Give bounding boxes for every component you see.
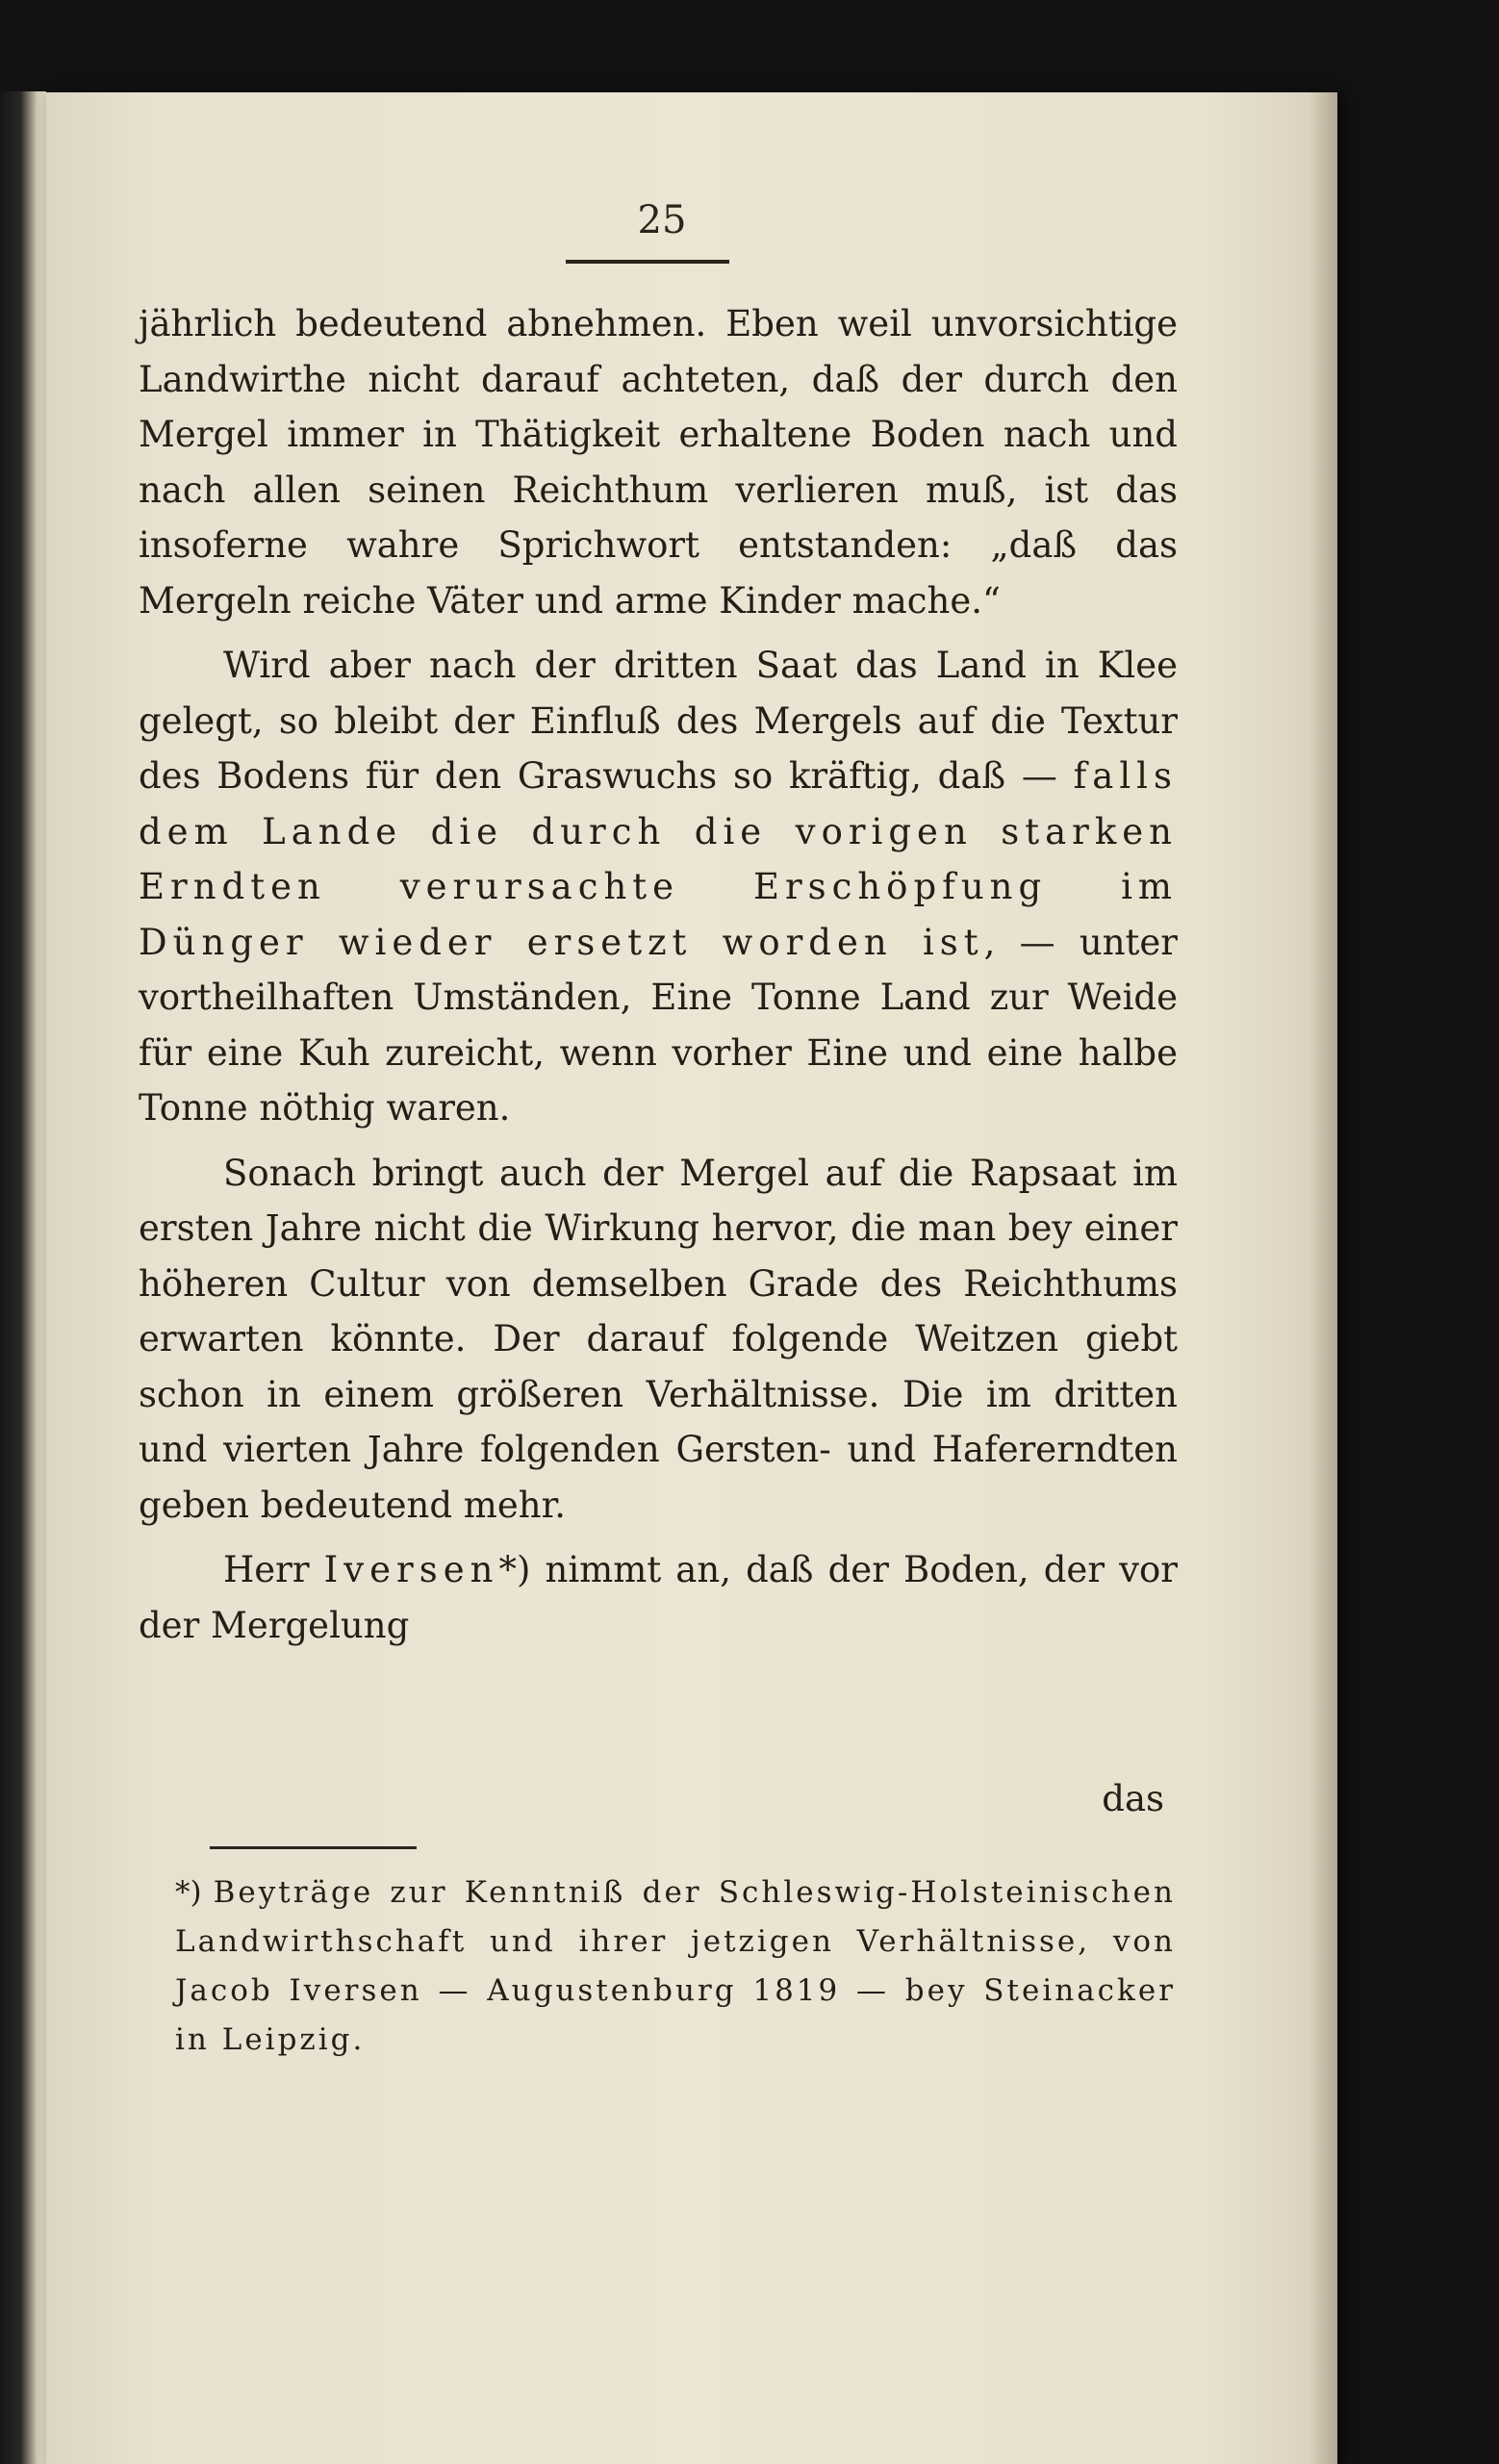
previous-page-edge bbox=[0, 91, 46, 2464]
footnote-marker: *) bbox=[175, 1875, 202, 1910]
page-number-rule bbox=[566, 260, 729, 264]
paragraph bbox=[139, 296, 1178, 628]
page-number: 25 bbox=[637, 198, 687, 242]
paragraph-text: *) nimmt an, daß der Boden, der vor der Mergelung bbox=[139, 1549, 1178, 1646]
footnote bbox=[175, 1868, 1176, 2065]
paragraph-text: , — unter vortheilhaften Umständen, Eine Tonne Land zur Weide für eine Kuh zureicht, wenn vorher Eine und eine halbe Tonne nöthig waren. bbox=[139, 921, 1178, 1129]
page-edge-shadow bbox=[1308, 92, 1337, 2464]
catchword: das bbox=[1102, 1778, 1164, 1819]
paragraph-text: Wird aber nach der dritten Saat das Land in Klee gelegt, so bleibt der Einfluß des Mergels auf die Textur des Bodens für den Graswuchs so kräftig, daß — bbox=[139, 645, 1178, 797]
footnote-text: Beyträge zur Kenntniß der Schleswig-Holsteinischen Landwirthschaft und ihrer jetzigen Verhältnisse, von Jacob Iversen — Augustenburg 1819 — bey Steinacker in Leipzig. bbox=[175, 1875, 1176, 2057]
book-page bbox=[46, 92, 1337, 2464]
body-text bbox=[139, 296, 1178, 1653]
spaced-emphasis-text: Iversen bbox=[323, 1549, 499, 1590]
paragraph-text: jährlich bedeutend abnehmen. Eben weil unvorsichtige Landwirthe nicht darauf achteten, daß der durch den Mergel immer in Thätigkeit erhaltene Boden nach und nach allen seinen Reichthum verlieren muß, ist das insoferne wahre Sprichwort entstanden: „daß das Mergeln reiche Väter und arme Kinder mache.“ bbox=[139, 303, 1178, 622]
paragraph-text: Sonach bringt auch der Mergel auf die Rapsaat im ersten Jahre nicht die Wirkung hervor, die man bey einer höheren Cultur von demselben Grade des Reichthums erwarten könnte. Der darauf folgende Weitzen giebt schon in einem größeren Verhältnisse. Die im dritten und vierten Jahre folgenden Gersten- und Hafererndten geben bedeutend mehr. bbox=[139, 1152, 1178, 1526]
paragraph bbox=[139, 1146, 1178, 1534]
footnote-rule bbox=[210, 1846, 417, 1849]
spaced-emphasis-text: falls dem Lande die durch die vorigen starken Erndten verursachte Erschöpfung im Dünger wieder ersetzt worden ist bbox=[139, 755, 1178, 963]
paragraph bbox=[139, 638, 1178, 1136]
paragraph bbox=[139, 1542, 1178, 1653]
paragraph-text: Herr bbox=[223, 1549, 324, 1590]
